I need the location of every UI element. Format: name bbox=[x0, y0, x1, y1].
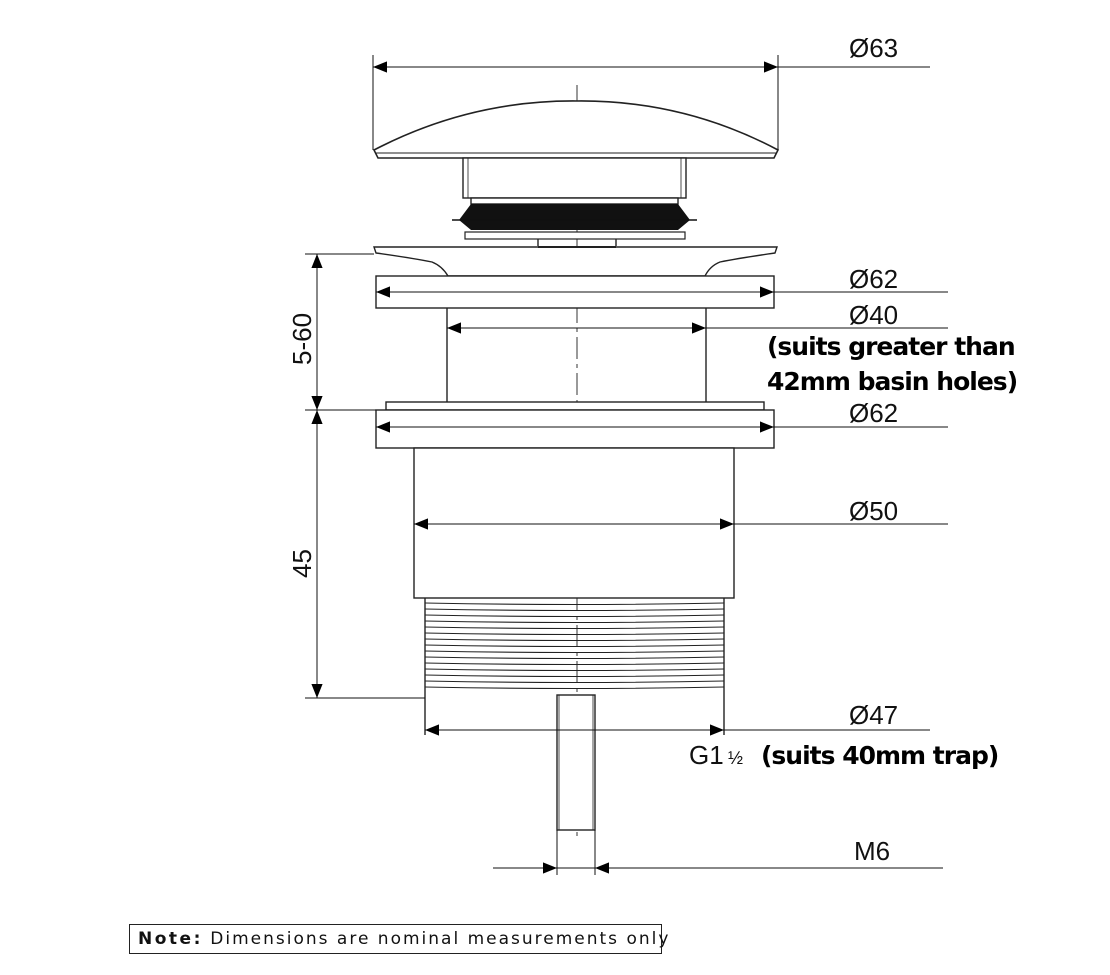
note-text: Dimensions are nominal measurements only bbox=[210, 929, 671, 949]
basin-thickness-label: 5-60 bbox=[287, 312, 317, 365]
note-label: Note: bbox=[138, 929, 203, 949]
thread-ridge bbox=[425, 663, 724, 665]
thread-ridge bbox=[425, 633, 724, 635]
flange-top-diameter-label: Ø62 bbox=[849, 264, 899, 294]
thread-ridge bbox=[425, 669, 724, 671]
thread-ridge bbox=[425, 609, 724, 611]
thread-ridge bbox=[425, 621, 724, 623]
rubber-seal bbox=[452, 204, 697, 239]
thread-ridge bbox=[425, 603, 724, 605]
nut bbox=[376, 402, 774, 448]
thread-ridge bbox=[425, 681, 724, 683]
thread-ridge bbox=[425, 657, 724, 659]
body-note-line-1: (suits greater than bbox=[767, 332, 1015, 361]
thread-length-label: 45 bbox=[287, 549, 317, 578]
thread-fraction-label: ½ bbox=[728, 748, 744, 768]
thread bbox=[425, 603, 724, 689]
thread-ridge bbox=[425, 687, 724, 689]
nut-diameter-label: Ø62 bbox=[849, 398, 899, 428]
sleeve bbox=[414, 448, 734, 735]
thread-ridge bbox=[425, 627, 724, 629]
body-note-line-2: 42mm basin holes) bbox=[767, 367, 1018, 396]
thread-diameter-label: Ø47 bbox=[849, 700, 899, 730]
thread-ridge bbox=[425, 651, 724, 653]
plug-cap bbox=[374, 101, 778, 158]
body-diameter-label: Ø40 bbox=[849, 300, 899, 330]
thread-ridge bbox=[425, 645, 724, 647]
vertical-dimension-lines bbox=[305, 254, 425, 698]
plug-stem bbox=[463, 158, 686, 204]
basin-flange bbox=[374, 239, 777, 276]
rod-thread-label: M6 bbox=[854, 836, 891, 866]
thread-ridge bbox=[425, 675, 724, 677]
thread-spec-label: G1 bbox=[689, 740, 724, 770]
thread-ridge bbox=[425, 615, 724, 617]
pop-rod bbox=[557, 695, 595, 830]
overall-diameter-label: Ø63 bbox=[849, 33, 899, 63]
thread-note-label: (suits 40mm trap) bbox=[761, 741, 999, 770]
sleeve-diameter-label: Ø50 bbox=[849, 496, 899, 526]
note-box bbox=[129, 924, 671, 954]
thread-ridge bbox=[425, 639, 724, 641]
